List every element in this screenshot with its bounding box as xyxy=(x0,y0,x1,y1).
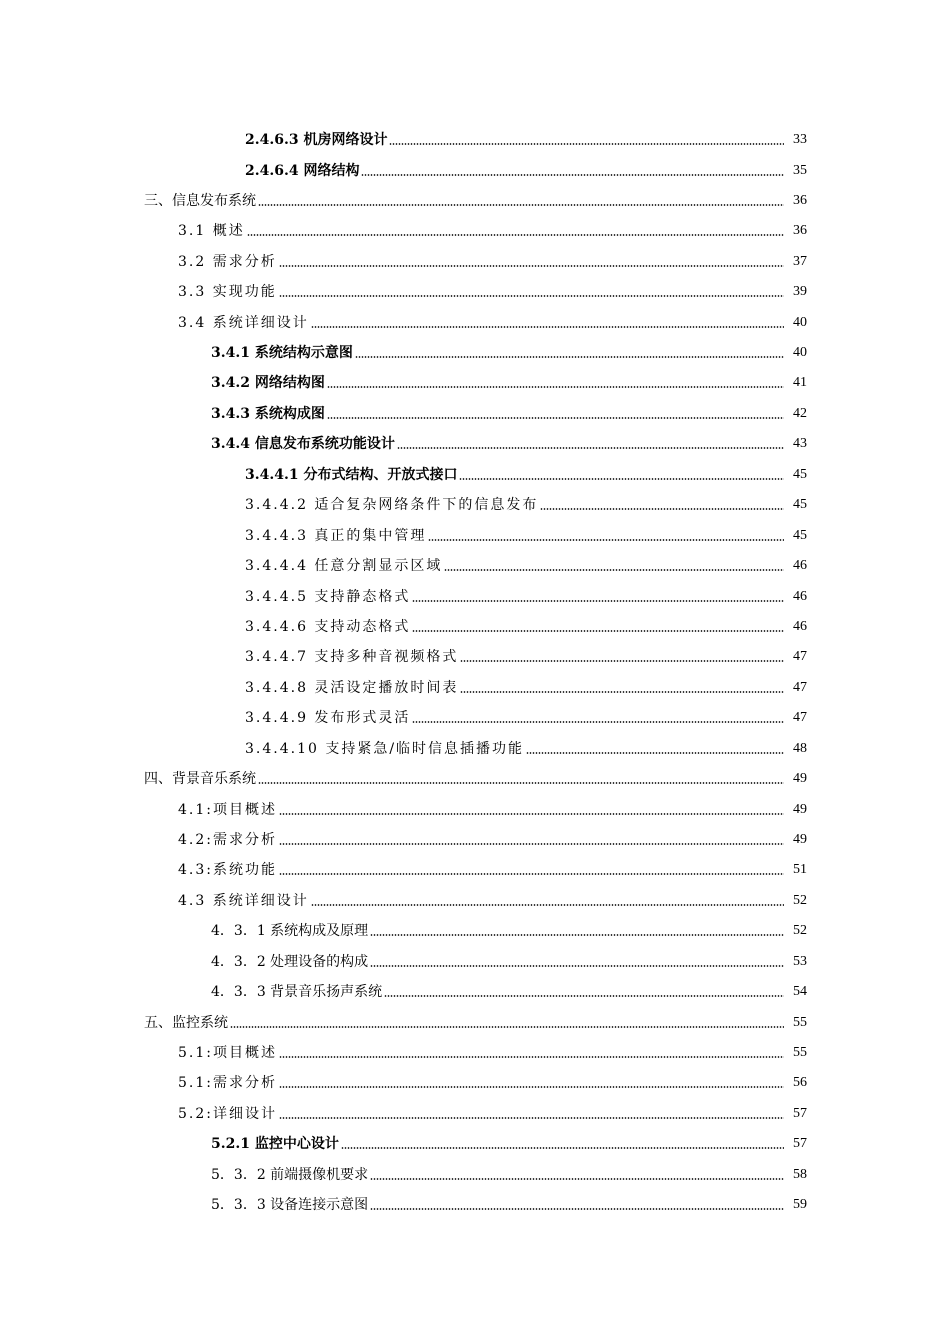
toc-entry-page: 55 xyxy=(793,1045,807,1060)
toc-entry-page: 35 xyxy=(793,163,807,178)
toc-leader-dots xyxy=(540,508,784,510)
toc-entry-page: 36 xyxy=(793,193,807,208)
toc-entry-label: 4.3 系统详细设计 xyxy=(178,893,309,909)
toc-leader-dots xyxy=(279,1056,784,1058)
toc-entry-3-4-4-6[interactable] xyxy=(245,616,807,638)
toc-entry-5-3-3[interactable] xyxy=(211,1194,807,1216)
toc-entry-page: 36 xyxy=(793,223,807,238)
toc-leader-dots xyxy=(341,1147,784,1149)
toc-leader-dots xyxy=(311,904,784,906)
toc-entry-label: 3.1 概述 xyxy=(178,223,245,239)
toc-entry-5-1-requirements[interactable] xyxy=(178,1072,807,1094)
toc-entry-3-4-4-2[interactable] xyxy=(245,494,807,516)
toc-entry-page: 48 xyxy=(793,741,807,756)
toc-entry-page: 53 xyxy=(793,954,807,969)
toc-leader-dots xyxy=(526,752,784,754)
toc-entry-chapter-5[interactable] xyxy=(144,1012,807,1034)
toc-leader-dots xyxy=(444,569,784,571)
toc-entry-label: 3.4.4.2 适合复杂网络条件下的信息发布 xyxy=(245,497,539,513)
toc-entry-chapter-4[interactable] xyxy=(144,768,807,790)
toc-entry-label: 5.2.1 监控中心设计 xyxy=(211,1136,339,1152)
toc-leader-dots xyxy=(258,204,784,206)
toc-leader-dots xyxy=(370,1208,784,1210)
toc-entry-page: 59 xyxy=(793,1197,807,1212)
toc-leader-dots xyxy=(370,965,784,967)
toc-leader-dots xyxy=(460,660,784,662)
toc-entry-page: 40 xyxy=(793,315,807,330)
toc-entry-page: 56 xyxy=(793,1075,807,1090)
toc-entry-label: 3.2 需求分析 xyxy=(178,254,277,270)
toc-entry-label: 5．3．3 设备连接示意图 xyxy=(211,1197,369,1213)
toc-entry-5-2[interactable] xyxy=(178,1103,807,1125)
toc-entry-label: 三、信息发布系统 xyxy=(144,193,256,209)
toc-entry-4-3-1[interactable] xyxy=(211,920,807,942)
toc-entry-page: 57 xyxy=(793,1106,807,1121)
toc-entry-label: 3.4.4.10 支持紧急/临时信息插播功能 xyxy=(245,741,525,757)
toc-entry-label: 4．3．2 处理设备的构成 xyxy=(211,954,369,970)
toc-entry-page: 45 xyxy=(793,528,807,543)
toc-leader-dots xyxy=(247,234,784,236)
toc-entry-3-4-4-10[interactable] xyxy=(245,738,807,760)
toc-entry-label: 5.1:项目概述 xyxy=(178,1045,277,1061)
toc-entry-2-4-6-3[interactable] xyxy=(245,129,807,151)
toc-leader-dots xyxy=(412,630,784,632)
toc-entry-label: 3.4.1 系统结构示意图 xyxy=(211,345,353,361)
toc-entry-page: 45 xyxy=(793,497,807,512)
toc-entry-label: 5.2:详细设计 xyxy=(178,1106,277,1122)
toc-entry-label: 3.3 实现功能 xyxy=(178,284,277,300)
toc-entry-page: 46 xyxy=(793,619,807,634)
toc-entry-page: 57 xyxy=(793,1136,807,1151)
toc-entry-5-3-2[interactable] xyxy=(211,1164,807,1186)
toc-entry-page: 42 xyxy=(793,406,807,421)
toc-entry-page: 46 xyxy=(793,589,807,604)
toc-leader-dots xyxy=(327,417,784,419)
toc-leader-dots xyxy=(355,356,784,358)
toc-entry-label: 4.2:需求分析 xyxy=(178,832,277,848)
toc-entry-label: 3.4 系统详细设计 xyxy=(178,315,309,331)
toc-leader-dots xyxy=(412,600,784,602)
toc-leader-dots xyxy=(428,539,784,541)
toc-entry-5-1-overview[interactable] xyxy=(178,1042,807,1064)
toc-entry-4-1[interactable] xyxy=(178,799,807,821)
toc-entry-label: 3.4.4.5 支持静态格式 xyxy=(245,589,411,605)
toc-entry-4-3-2[interactable] xyxy=(211,951,807,973)
toc-entry-label: 5．3．2 前端摄像机要求 xyxy=(211,1167,369,1183)
toc-leader-dots xyxy=(258,782,784,784)
toc-entry-label: 四、背景音乐系统 xyxy=(144,771,256,787)
toc-entry-4-3-3[interactable] xyxy=(211,981,807,1003)
toc-entry-3-3[interactable] xyxy=(178,281,807,303)
toc-entry-chapter-3[interactable] xyxy=(144,190,807,212)
toc-leader-dots xyxy=(370,1178,784,1180)
toc-entry-page: 40 xyxy=(793,345,807,360)
toc-entry-2-4-6-4[interactable] xyxy=(245,160,807,182)
toc-entry-4-2[interactable] xyxy=(178,829,807,851)
toc-entry-3-4-4-9[interactable] xyxy=(245,707,807,729)
toc-entry-3-2[interactable] xyxy=(178,251,807,273)
toc-entry-page: 33 xyxy=(793,132,807,147)
toc-entry-label: 3.4.4.1 分布式结构、开放式接口 xyxy=(245,467,458,483)
toc-entry-label: 4．3．3 背景音乐扬声系统 xyxy=(211,984,383,1000)
toc-entry-page: 43 xyxy=(793,436,807,451)
toc-entry-label: 五、监控系统 xyxy=(144,1015,228,1031)
toc-entry-page: 45 xyxy=(793,467,807,482)
toc-entry-label: 3.4.4.8 灵活设定播放时间表 xyxy=(245,680,459,696)
toc-entry-3-4-4-7[interactable] xyxy=(245,646,807,668)
toc-entry-3-4-1[interactable] xyxy=(211,342,807,364)
toc-leader-dots xyxy=(279,873,784,875)
toc-leader-dots xyxy=(389,143,784,145)
toc-entry-page: 55 xyxy=(793,1015,807,1030)
toc-entry-label: 3.4.4 信息发布系统功能设计 xyxy=(211,436,395,452)
toc-entry-label: 3.4.4.6 支持动态格式 xyxy=(245,619,411,635)
toc-entry-label: 4.1:项目概述 xyxy=(178,802,277,818)
toc-leader-dots xyxy=(327,386,784,388)
toc-entry-5-2-1[interactable] xyxy=(211,1133,807,1155)
toc-entry-3-4-4-4[interactable] xyxy=(245,555,807,577)
toc-entry-page: 51 xyxy=(793,862,807,877)
toc-leader-dots xyxy=(397,447,784,449)
toc-entry-page: 49 xyxy=(793,802,807,817)
toc-entry-3-4-3[interactable] xyxy=(211,403,807,425)
toc-entry-3-4-4-5[interactable] xyxy=(245,586,807,608)
toc-leader-dots xyxy=(279,295,784,297)
toc-entry-page: 58 xyxy=(793,1167,807,1182)
toc-leader-dots xyxy=(230,1026,784,1028)
toc-leader-dots xyxy=(384,995,784,997)
toc-entry-label: 3.4.4.3 真正的集中管理 xyxy=(245,528,427,544)
toc-entry-3-4-4-8[interactable] xyxy=(245,677,807,699)
toc-entry-3-4-4-3[interactable] xyxy=(245,525,807,547)
toc-entry-page: 47 xyxy=(793,710,807,725)
toc-leader-dots xyxy=(370,934,784,936)
toc-leader-dots xyxy=(279,1086,784,1088)
toc-entry-page: 37 xyxy=(793,254,807,269)
toc-entry-label: 2.4.6.3 机房网络设计 xyxy=(245,132,388,148)
toc-entry-3-4-2[interactable] xyxy=(211,372,807,394)
toc-entry-label: 3.4.4.4 任意分割显示区域 xyxy=(245,558,443,574)
toc-entry-page: 49 xyxy=(793,832,807,847)
toc-entry-page: 54 xyxy=(793,984,807,999)
toc-leader-dots xyxy=(459,478,784,480)
toc-entry-3-4-4[interactable] xyxy=(211,433,807,455)
toc-entry-3-1[interactable] xyxy=(178,220,807,242)
toc-entry-3-4-4-1[interactable] xyxy=(245,464,807,486)
toc-entry-label: 2.4.6.4 网络结构 xyxy=(245,163,360,179)
toc-leader-dots xyxy=(412,721,784,723)
toc-entry-page: 52 xyxy=(793,923,807,938)
toc-entry-3-4[interactable] xyxy=(178,312,807,334)
toc-leader-dots xyxy=(361,174,784,176)
toc-entry-page: 41 xyxy=(793,375,807,390)
toc-entry-label: 4．3．1 系统构成及原理 xyxy=(211,923,369,939)
toc-entry-label: 3.4.4.7 支持多种音视频格式 xyxy=(245,649,459,665)
toc-entry-page: 47 xyxy=(793,649,807,664)
toc-entry-label: 5.1:需求分析 xyxy=(178,1075,277,1091)
toc-entry-label: 4.3:系统功能 xyxy=(178,862,277,878)
toc-leader-dots xyxy=(279,1117,784,1119)
toc-leader-dots xyxy=(279,813,784,815)
toc-entry-page: 46 xyxy=(793,558,807,573)
toc-entry-page: 47 xyxy=(793,680,807,695)
toc-entry-page: 52 xyxy=(793,893,807,908)
toc-leader-dots xyxy=(311,326,784,328)
toc-entry-label: 3.4.3 系统构成图 xyxy=(211,406,325,422)
toc-leader-dots xyxy=(279,265,784,267)
toc-leader-dots xyxy=(279,843,784,845)
toc-leader-dots xyxy=(460,691,784,693)
toc-entry-page: 39 xyxy=(793,284,807,299)
toc-entry-4-3-design[interactable] xyxy=(178,890,807,912)
toc-entry-page: 49 xyxy=(793,771,807,786)
toc-entry-label: 3.4.4.9 发布形式灵活 xyxy=(245,710,411,726)
toc-entry-4-3-functions[interactable] xyxy=(178,859,807,881)
toc-entry-label: 3.4.2 网络结构图 xyxy=(211,375,325,391)
